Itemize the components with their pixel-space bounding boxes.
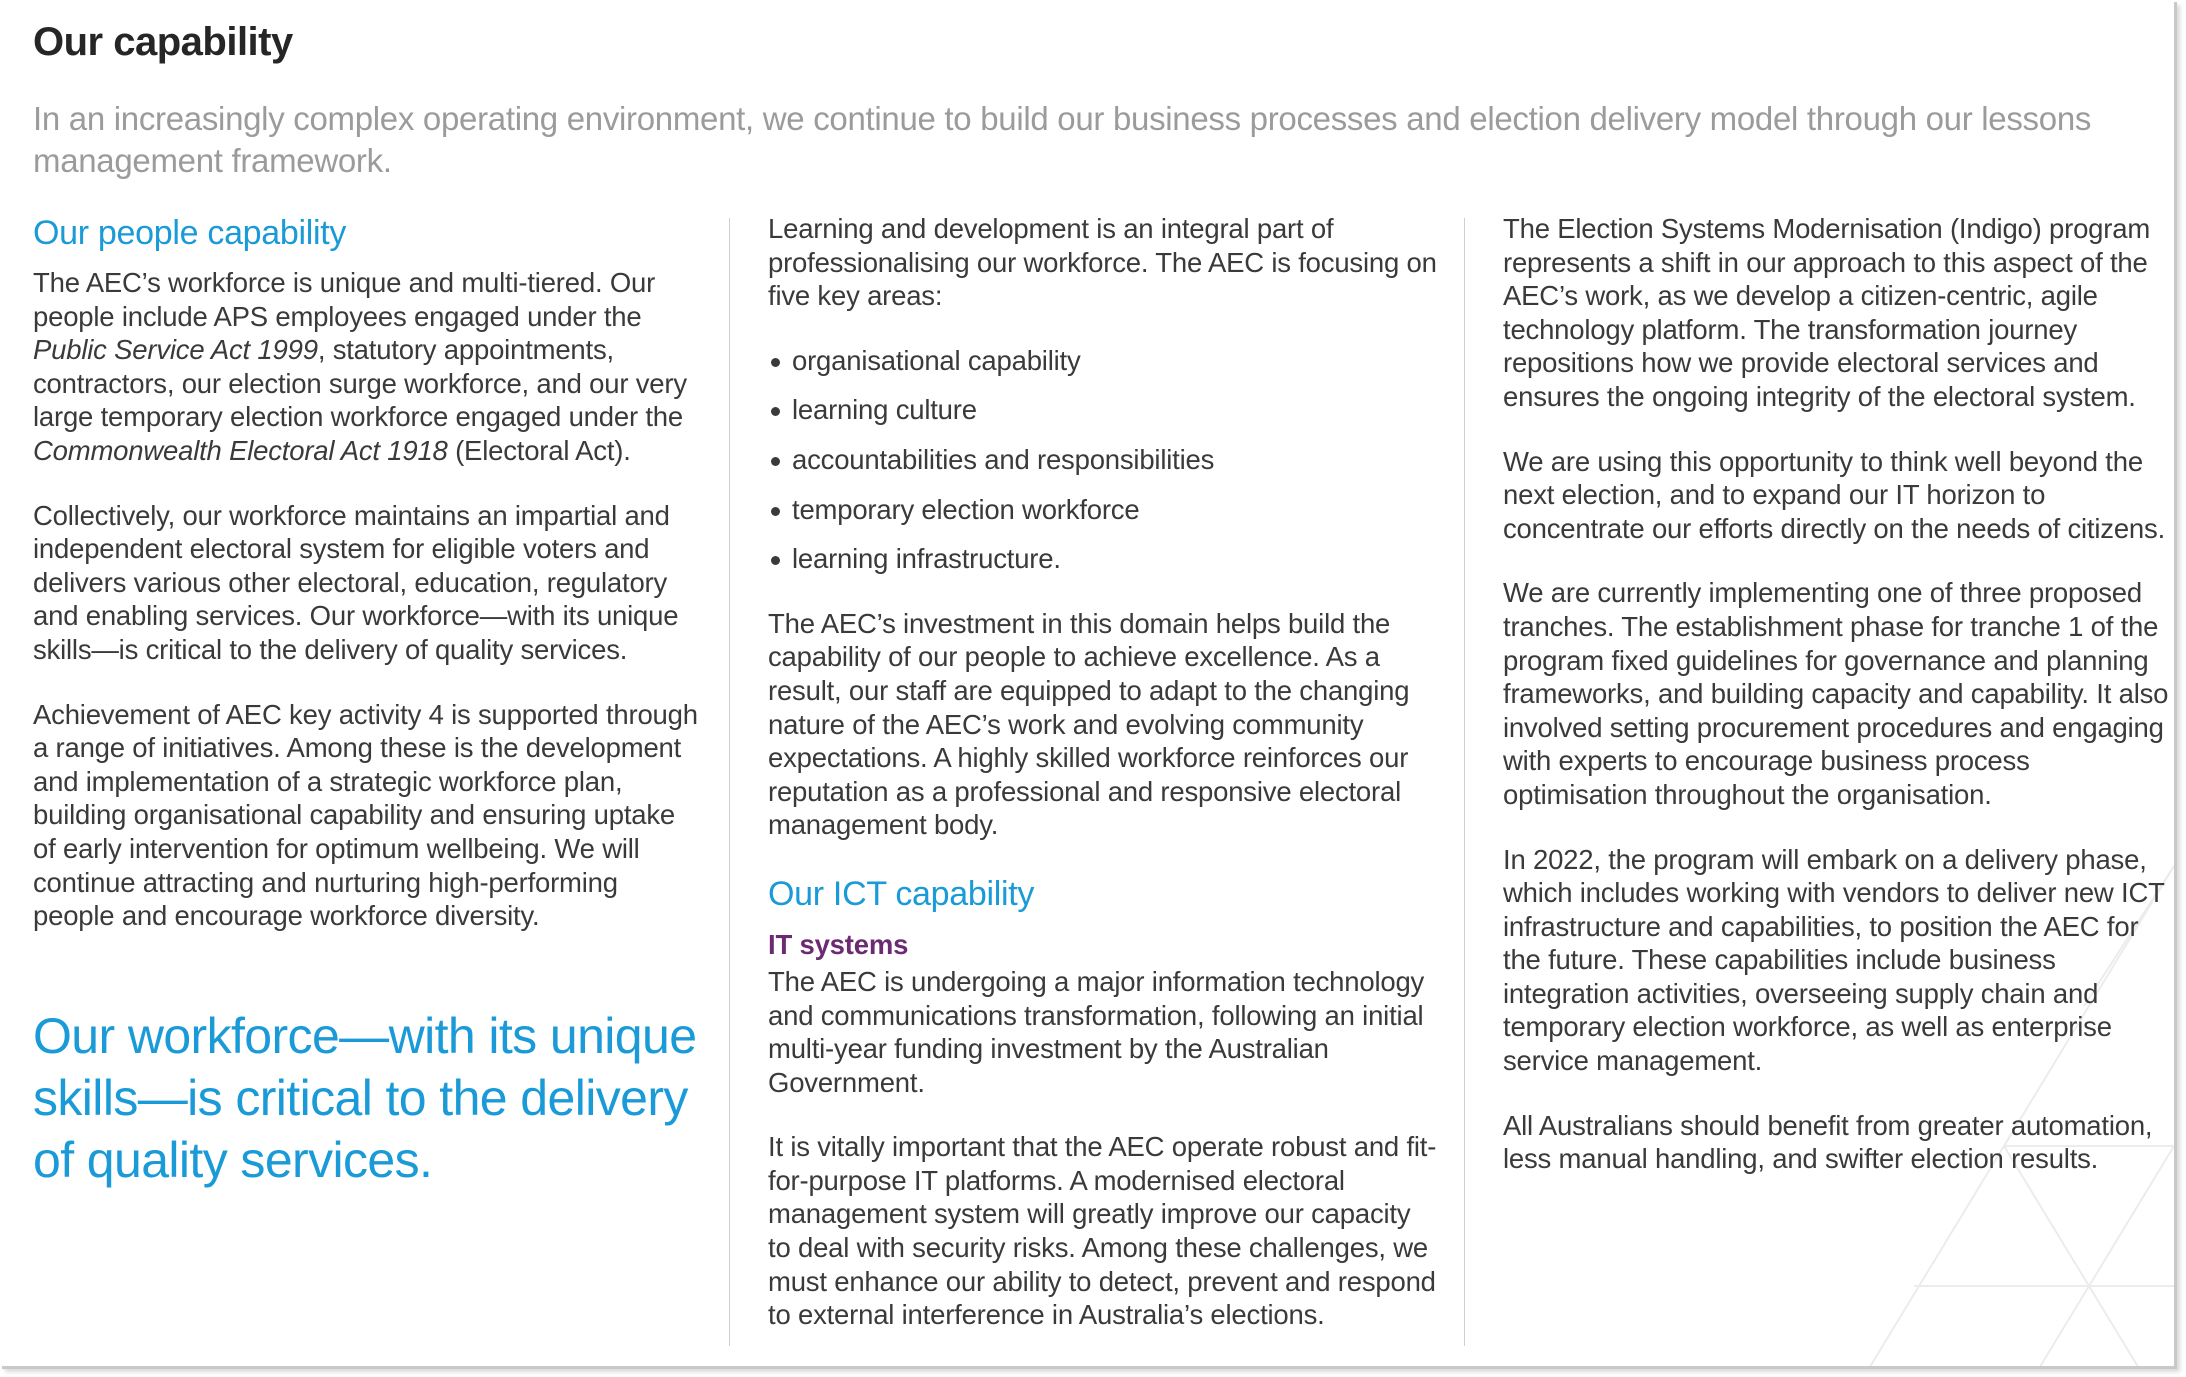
column-divider — [1464, 218, 1465, 1346]
list-item: temporary election workforce — [768, 493, 1438, 527]
intro-text: In an increasingly complex operating environment, we continue to build our business processes and election delivery model through our lessons management framework. — [33, 100, 2092, 179]
paragraph: The AEC’s workforce is unique and multi-tiered. Our people include APS employees engaged under the Public Service Act 1999, statutory appointments, contractors, our election surge workforce, and our very large temporary election workforce engaged under the Commonwealth Electoral Act 1918 (Electoral Act). — [33, 267, 687, 466]
paragraph: The AEC’s investment in this domain helps build the capability of our people to achieve excellence. As a result, our staff are equipped to adapt to the changing nature of the AEC’s work and evolving community expectations. A highly skilled workforce reinforces our reputation as a professional and responsive electoral management body. — [768, 607, 1410, 841]
page-title: Our capability — [33, 20, 293, 64]
list-item: learning infrastructure. — [768, 542, 1438, 576]
act-title: Public Service Act 1999 — [33, 334, 318, 366]
ict-capability-heading: Our ICT capability — [768, 874, 1035, 913]
it-systems-subheading: IT systems — [768, 928, 909, 960]
column-people — [33, 212, 703, 1191]
pull-quote: Our workforce—with its unique skills—is critical to the delivery of quality services. — [33, 1007, 697, 1188]
paragraph: We are currently implementing one of three proposed tranches. The establishment phase for tranche 1 of the program fixed guidelines for governance and planning frameworks, and building capacity and capability. It also involved setting procurement procedures and engaging with experts to encourage business process optimisation throughout the organisation. — [1503, 577, 2169, 810]
column-indigo-program — [1503, 212, 2173, 1207]
paragraph: We are using this opportunity to think well beyond the next election, and to expand our IT horizon to concentrate our efforts directly on the needs of citizens. — [1503, 445, 2166, 544]
people-capability-heading: Our people capability — [33, 214, 347, 252]
key-areas-list — [768, 344, 1438, 576]
act-title: Commonwealth Electoral Act 1918 — [33, 434, 448, 466]
paragraph: Learning and development is an integral part of professionalising our workforce. The AEC is focusing on five key areas: — [768, 213, 1437, 312]
column-divider — [729, 218, 730, 1346]
document-page — [2, 2, 2177, 1369]
paragraph: The Election Systems Modernisation (Indigo) program represents a shift in our approach to this aspect of the AEC’s work, as we develop a citizen-centric, agile technology platform. The transformation journey repositions how we provide electoral services and ensures the ongoing integrity of the electoral system. — [1503, 213, 2151, 412]
list-item: accountabilities and responsibilities — [768, 443, 1438, 477]
paragraph: All Australians should benefit from greater automation, less manual handling, and swifter election results. — [1503, 1109, 2153, 1175]
paragraph: Achievement of AEC key activity 4 is supported through a range of initiatives. Among these is the development and implementation of a strategic workforce plan, building organisational capability and ensuring uptake of early intervention for optimum wellbeing. We will continue attracting and nurturing high-performing people and encourage workforce diversity. — [33, 698, 698, 932]
paragraph: In 2022, the program will embark on a delivery phase, which includes working with vendors to deliver new ICT infrastructure and capabilities, to position the AEC for the future. These capabilities include business integration activities, overseeing supply chain and temporary election workforce, as well as enterprise service management. — [1503, 843, 2165, 1077]
paragraph: The AEC is undergoing a major information technology and communications transformation, following an initial multi-year funding investment by the Australian Government. — [768, 965, 1425, 1098]
column-learning-ict — [768, 212, 1438, 1363]
paragraph: Collectively, our workforce maintains an impartial and independent electoral system for eligible voters and delivers various other electoral, education, regulatory and enabling services. Our workforce—with its unique skills—is critical to the delivery of quality services. — [33, 499, 679, 665]
paragraph: It is vitally important that the AEC operate robust and fit-for-purpose IT platforms. A modernised electoral management system will greatly improve our capacity to deal with security risks. Among these challenges, we must enhance our ability to detect, prevent and respond to external interference in Australia’s elections. — [768, 1131, 1437, 1331]
list-item: organisational capability — [768, 344, 1438, 378]
list-item: learning culture — [768, 393, 1438, 427]
